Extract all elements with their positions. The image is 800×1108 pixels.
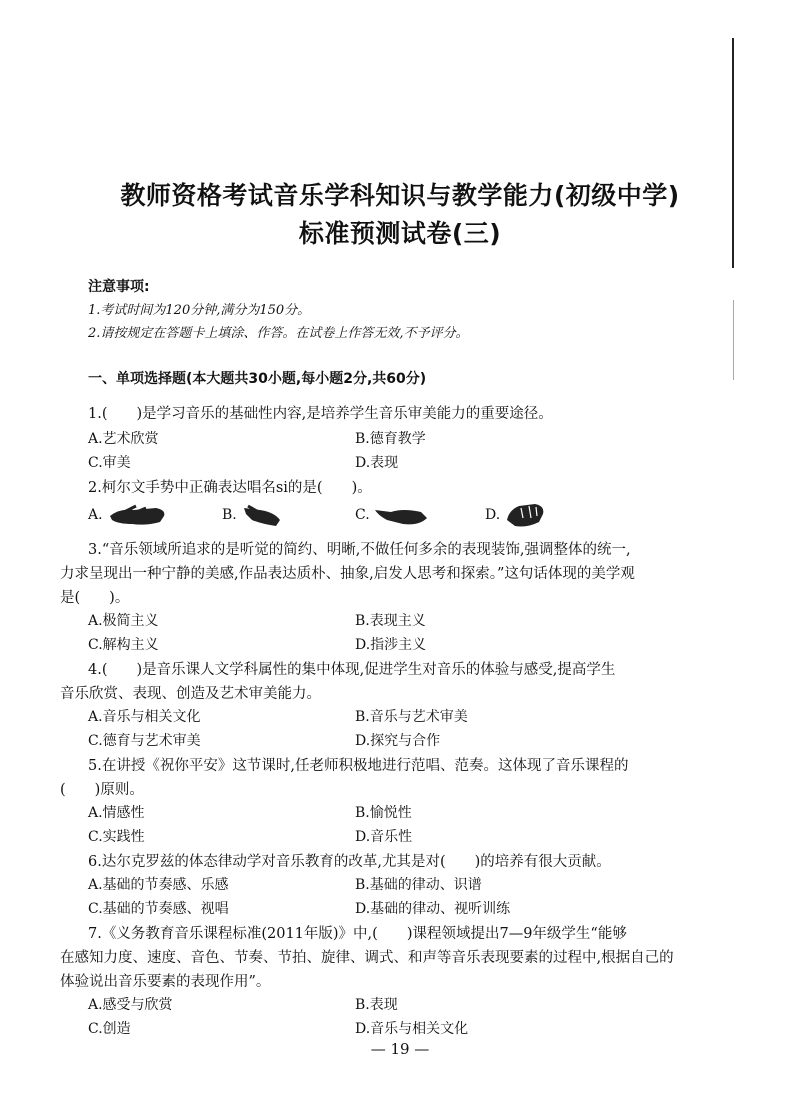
question-6-stem: 6.达尔克罗兹的体态律动学对音乐教育的改革,尤其是对( )的培养有很大贡献。 <box>88 854 611 870</box>
q2-option-b-label: B. <box>222 507 237 523</box>
q3-option-a: A.极简主义 <box>88 613 159 629</box>
q4-option-a: A.音乐与相关文化 <box>88 709 201 725</box>
q4-option-c: C.德育与艺术审美 <box>88 733 201 749</box>
hand-sign-c-icon <box>373 502 431 528</box>
question-7-stem-line1: 7.《义务教育音乐课程标准(2011年版)》中,( )课程领域提出7—9年级学生“能够 <box>88 926 627 942</box>
question-7-stem-line3: 体验说出音乐要素的表现作用”。 <box>60 974 271 990</box>
q2-option-c <box>355 502 431 528</box>
q3-option-b: B.表现主义 <box>355 613 426 629</box>
question-1-stem: 1.( )是学习音乐的基础性内容,是培养学生音乐审美能力的重要途径。 <box>88 406 553 422</box>
q1-option-d: D.表现 <box>355 455 399 471</box>
q6-option-d: D.基础的律动、视听训练 <box>355 901 511 917</box>
q1-option-b: B.德育教学 <box>355 431 426 447</box>
q7-option-c: C.创造 <box>88 1021 131 1037</box>
question-3-stem-line2: 力求呈现出一种宁静的美感,作品表达质朴、抽象,启发人思考和探索。”这句话体现的美学观 <box>60 566 635 582</box>
question-3-stem-line3: 是( )。 <box>60 590 130 606</box>
q6-option-b: B.基础的律动、识谱 <box>355 877 482 893</box>
note-item: 2.请按规定在答题卡上填涂、作答。在试卷上作答无效,不予评分。 <box>88 326 469 341</box>
scan-edge-line-lower <box>733 300 734 380</box>
question-2-stem: 2.柯尔文手势中正确表达唱名si的是( )。 <box>88 480 372 496</box>
question-5-stem-line1: 5.在讲授《祝你平安》这节课时,任老师积极地进行范唱、范奏。这体现了音乐课程的 <box>88 758 629 774</box>
q7-option-d: D.音乐与相关文化 <box>355 1021 469 1037</box>
q3-option-d: D.指涉主义 <box>355 637 427 653</box>
q1-option-c: C.审美 <box>88 455 131 471</box>
note-item: 1.考试时间为120分钟,满分为150分。 <box>88 303 311 318</box>
q2-option-a <box>88 502 170 528</box>
exam-title-line1: 教师资格考试音乐学科知识与教学能力(初级中学) <box>120 181 680 210</box>
q2-option-d <box>485 500 549 530</box>
q5-option-d: D.音乐性 <box>355 829 413 845</box>
q6-option-c: C.基础的节奏感、视唱 <box>88 901 229 917</box>
q5-option-a: A.情感性 <box>88 805 145 821</box>
q2-option-c-label: C. <box>355 507 370 523</box>
q2-option-a-label: A. <box>88 507 103 523</box>
question-5-stem-line2: ( )原则。 <box>60 782 144 798</box>
page-number: — 19 — <box>370 1040 430 1058</box>
section-title: 一、单项选择题(本大题共30小题,每小题2分,共60分) <box>88 371 427 387</box>
hand-sign-a-icon <box>106 502 170 528</box>
question-3-stem-line1: 3.“音乐领域所追求的是听觉的简约、明晰,不做任何多余的表现装饰,强调整体的统一, <box>88 542 631 558</box>
notes-heading: 注意事项: <box>88 279 150 295</box>
question-4-stem-line2: 音乐欣赏、表现、创造及艺术审美能力。 <box>60 686 321 702</box>
q2-option-d-label: D. <box>485 507 501 523</box>
q5-option-c: C.实践性 <box>88 829 145 845</box>
q7-option-a: A.感受与欣赏 <box>88 997 173 1013</box>
hand-sign-b-icon <box>240 502 286 528</box>
q6-option-a: A.基础的节奏感、乐感 <box>88 877 229 893</box>
hand-sign-d-icon <box>503 500 549 530</box>
q4-option-d: D.探究与合作 <box>355 733 441 749</box>
q1-option-a: A.艺术欣赏 <box>88 431 159 447</box>
exam-title-line2: 标准预测试卷(三) <box>298 219 502 248</box>
q3-option-c: C.解构主义 <box>88 637 159 653</box>
question-7-stem-line2: 在感知力度、速度、音色、节奏、节拍、旋律、调式、和声等音乐表现要素的过程中,根据自己的 <box>60 950 674 966</box>
q7-option-b: B.表现 <box>355 997 398 1013</box>
q4-option-b: B.音乐与艺术审美 <box>355 709 468 725</box>
question-4-stem-line1: 4.( )是音乐课人文学科属性的集中体现,促进学生对音乐的体验与感受,提高学生 <box>88 662 616 678</box>
q2-option-b <box>222 502 286 528</box>
q5-option-b: B.愉悦性 <box>355 805 412 821</box>
